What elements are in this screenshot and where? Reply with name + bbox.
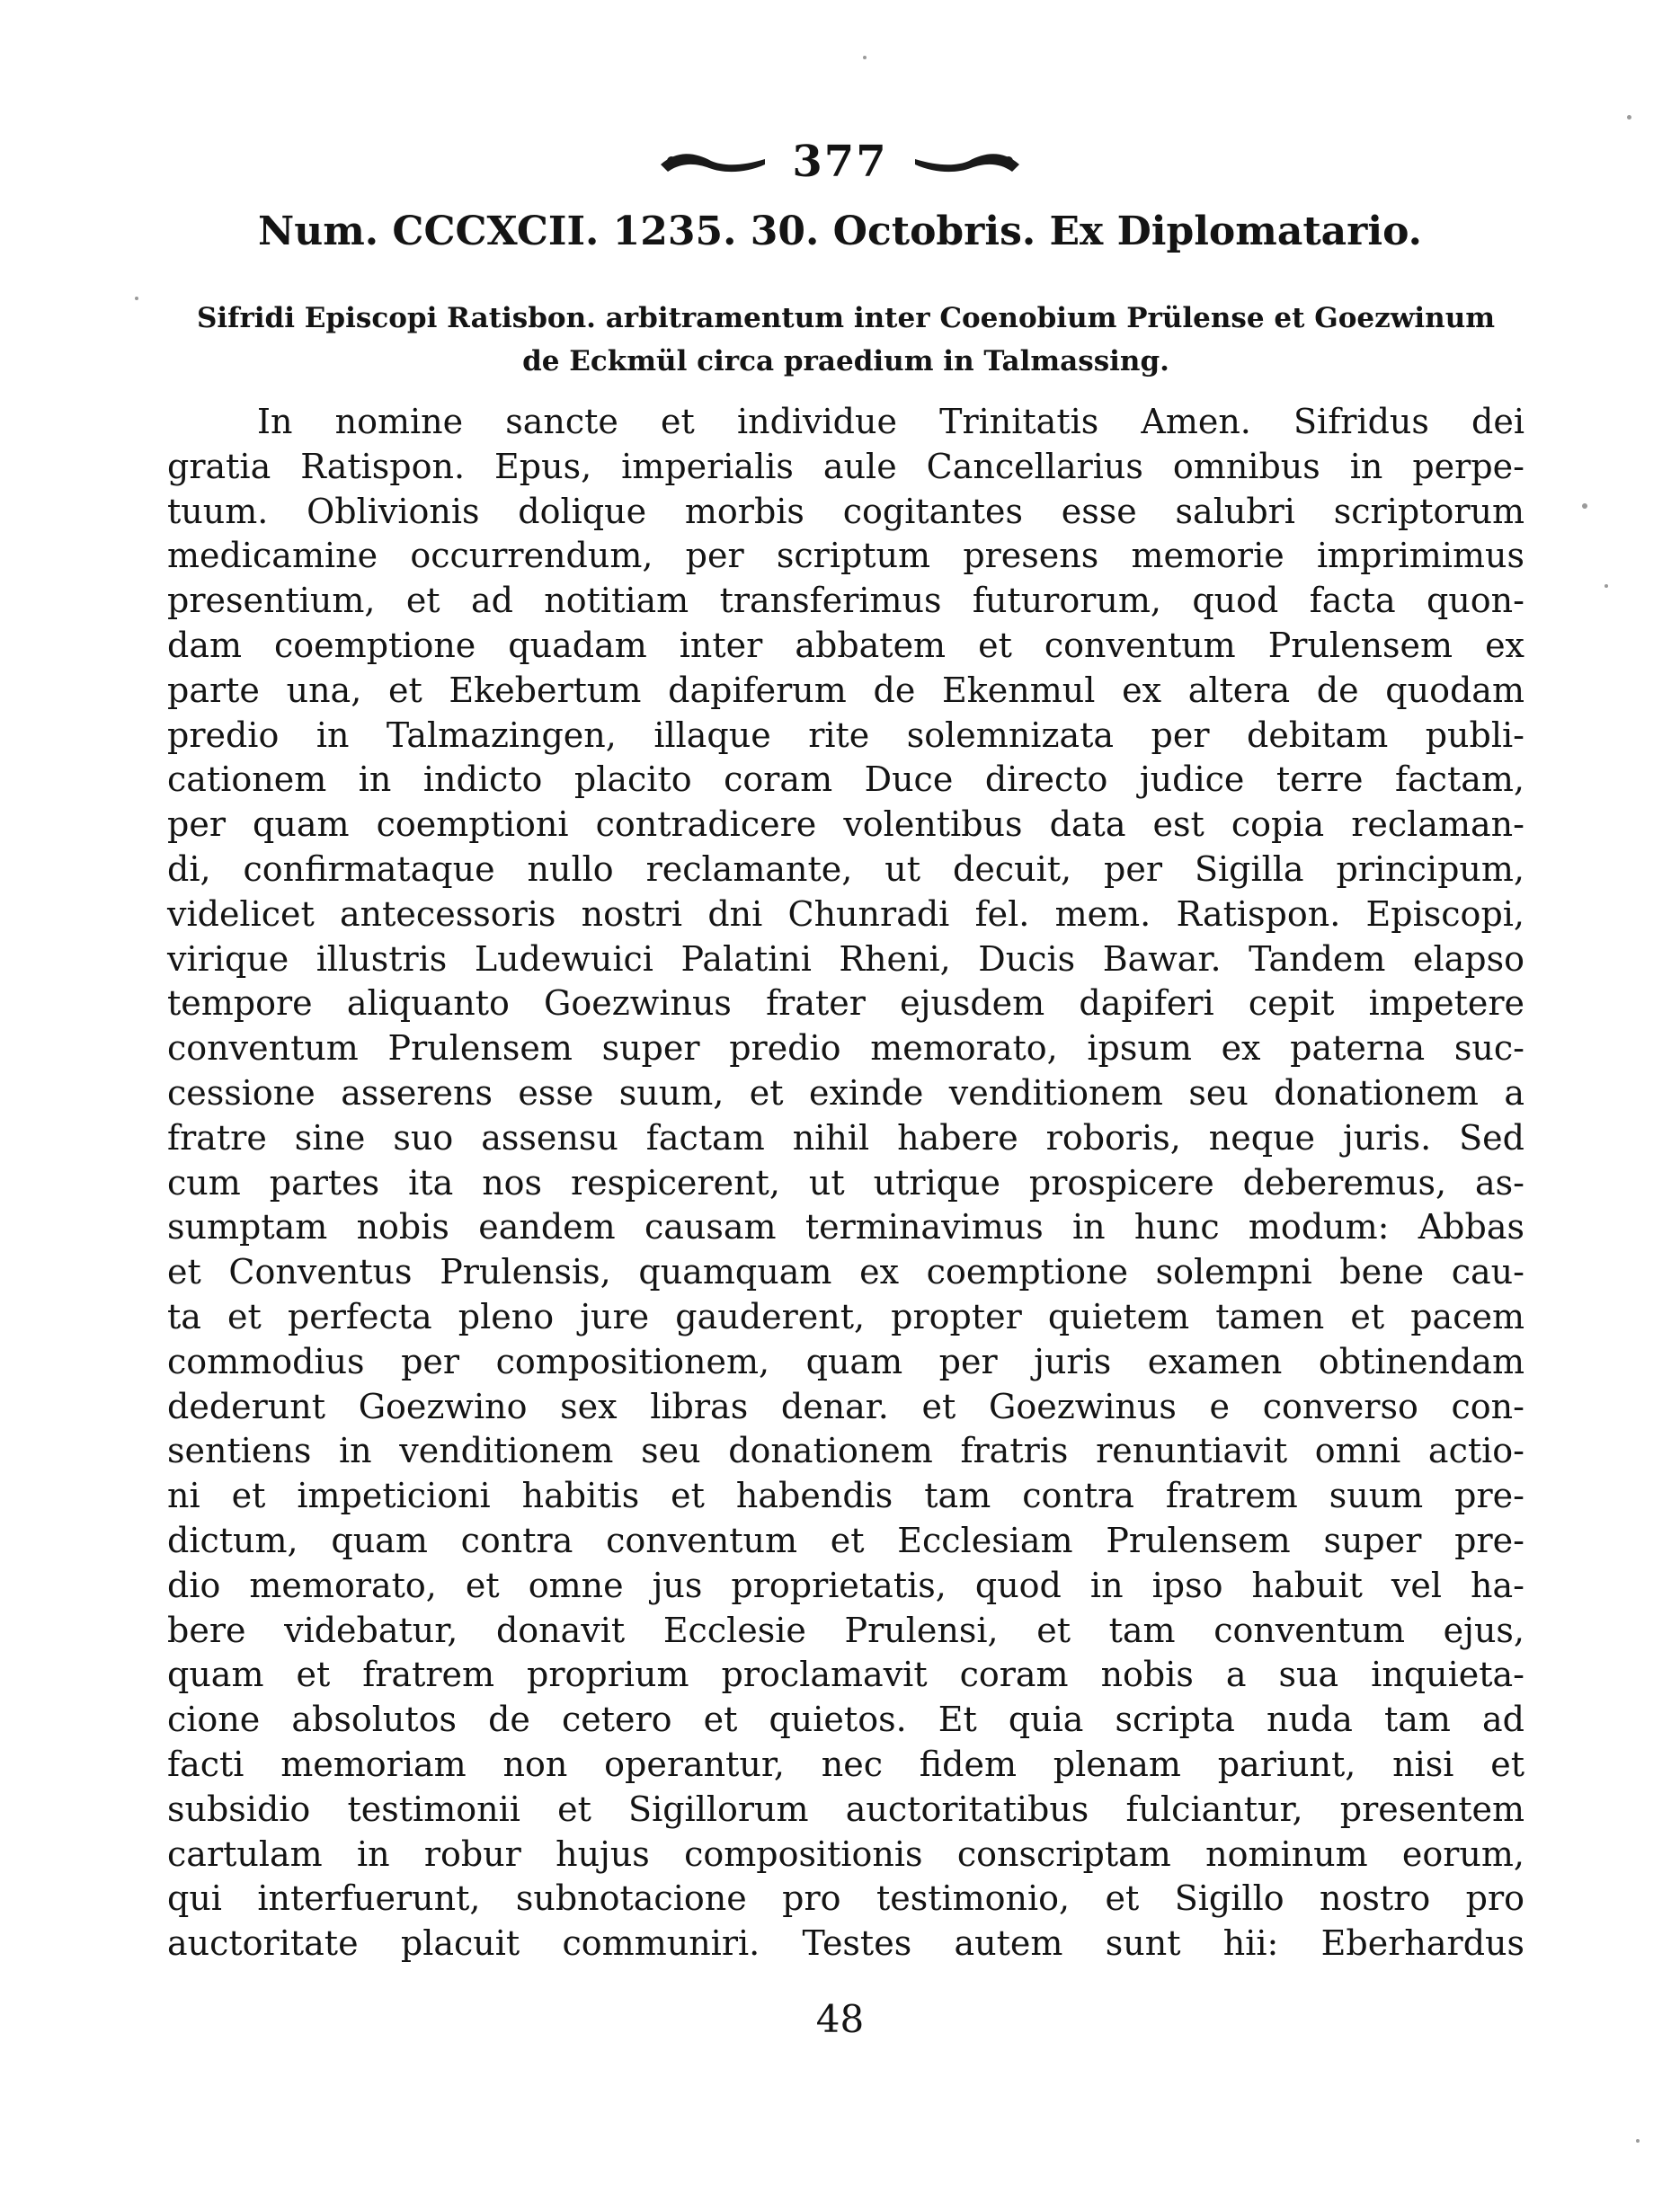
summary-line: Sifridi Episcopi Ratisbon. arbitramentum inter Coenobium Prülense et Goezwinum [196, 302, 1496, 334]
text-line: cationem in indicto placito coram Duce directo judice terre factam, [167, 759, 1524, 800]
text-line: dederunt Goezwino sex libras denar. et Goezwinus e converso con- [167, 1386, 1524, 1426]
text-line: sumptam nobis eandem causam terminavimus in hunc modum: Abbas [167, 1207, 1524, 1247]
text-line: bere videbatur, donavit Ecclesie Prulensi, et tam conventum ejus, [167, 1610, 1524, 1650]
right-ornament-icon [913, 146, 1021, 177]
scan-speck [135, 297, 138, 300]
text-line: per quam coemptioni contradicere volentibus data est copia reclaman- [167, 804, 1524, 845]
document-heading: Num. CCCXCII. 1235. 30. Octobris. Ex Diplomatario. [258, 209, 1422, 254]
scan-speck [1627, 115, 1631, 120]
text-line: dam coemptione quadam inter abbatem et conventum Prulensem ex [167, 625, 1524, 665]
running-header [0, 135, 1680, 189]
text-line: cione absolutos de cetero et quietos. Et quia scripta nuda tam ad [167, 1700, 1524, 1740]
text-line: qui interfuerunt, subnotacione pro testimonio, et Sigillo nostro pro [167, 1878, 1524, 1919]
text-line: ta et perfecta pleno jure gauderent, propter quietem tamen et pacem [167, 1296, 1524, 1336]
text-line: dictum, quam contra conventum et Ecclesiam Prulensem super pre- [167, 1520, 1524, 1560]
text-line: quam et fratrem proprium proclamavit coram nobis a sua inquieta- [167, 1655, 1524, 1695]
document-summary [167, 297, 1524, 383]
text-line: conventum Prulensem super predio memorato, ipsum ex paterna suc- [167, 1028, 1524, 1069]
text-line: cessione asserens esse suum, et exinde venditionem seu donationem a [167, 1072, 1524, 1113]
text-line: di, confirmataque nullo reclamante, ut decuit, per Sigilla principum, [167, 848, 1524, 889]
text-line: ni et impeticioni habitis et habendis tam contra fratrem suum pre- [167, 1476, 1524, 1516]
text-line: videlicet antecessoris nostri dni Chunradi fel. mem. Ratispon. Episcopi, [167, 893, 1524, 934]
scan-speck [1636, 2139, 1640, 2143]
text-line: tuum. Oblivionis dolique morbis cogitantes esse salubri scriptorum [167, 491, 1524, 531]
text-line: presentium, et ad notitiam transferimus futurorum, quod facta quon- [167, 581, 1524, 621]
text-line: cum partes ita nos respicerent, ut utrique prospicere deberemus, as- [167, 1162, 1524, 1203]
text-line: fratre sine suo assensu factam nihil habere roboris, neque juris. Sed [167, 1117, 1524, 1158]
text-line: virique illustris Ludewuici Palatini Rheni, Ducis Bawar. Tandem elapso [167, 938, 1524, 979]
text-line: gratia Ratispon. Epus, imperialis aule Cancellarius omnibus in perpe- [167, 446, 1524, 486]
text-line: medicamine occurrendum, per scriptum presens memorie imprimimus [167, 536, 1524, 576]
signature-mark: 48 [815, 1997, 865, 2041]
text-line: dio memorato, et omne jus proprietatis, quod in ipso habuit vel ha- [167, 1565, 1524, 1605]
scan-speck [1604, 584, 1608, 588]
text-line: predio in Talmazingen, illaque rite solemnizata per debitam publi- [167, 715, 1524, 755]
charter-text [167, 400, 1524, 1967]
summary-line: de Eckmül circa praedium in Talmassing. [522, 345, 1169, 377]
text-line: commodius per compositionem, quam per juris examen obtinendam [167, 1341, 1524, 1381]
text-line: In nomine sancte et individue Trinitatis Amen. Sifridus dei [257, 402, 1524, 441]
left-ornament-icon [659, 146, 767, 177]
text-line: parte una, et Ekebertum dapiferum de Ekenmul ex altera de quodam [167, 670, 1524, 710]
scan-speck [863, 56, 867, 59]
page-number: 377 [792, 137, 888, 187]
text-line: facti memoriam non operantur, nec fidem plenam pariunt, nisi et [167, 1744, 1524, 1784]
text-line: et Conventus Prulensis, quamquam ex coemptione solempni bene cau- [167, 1252, 1524, 1292]
scan-speck [1582, 503, 1587, 509]
text-line: sentiens in venditionem seu donationem fratris renuntiavit omni actio- [167, 1431, 1524, 1471]
text-line: auctoritate placuit communiri. Testes autem sunt hii: Eberhardus [167, 1923, 1524, 1964]
text-line: tempore aliquanto Goezwinus frater ejusdem dapiferi cepit impetere [167, 983, 1524, 1024]
text-line: cartulam in robur hujus compositionis conscriptam nominum eorum, [167, 1833, 1524, 1874]
text-line: subsidio testimonii et Sigillorum auctoritatibus fulciantur, presentem [167, 1789, 1524, 1829]
